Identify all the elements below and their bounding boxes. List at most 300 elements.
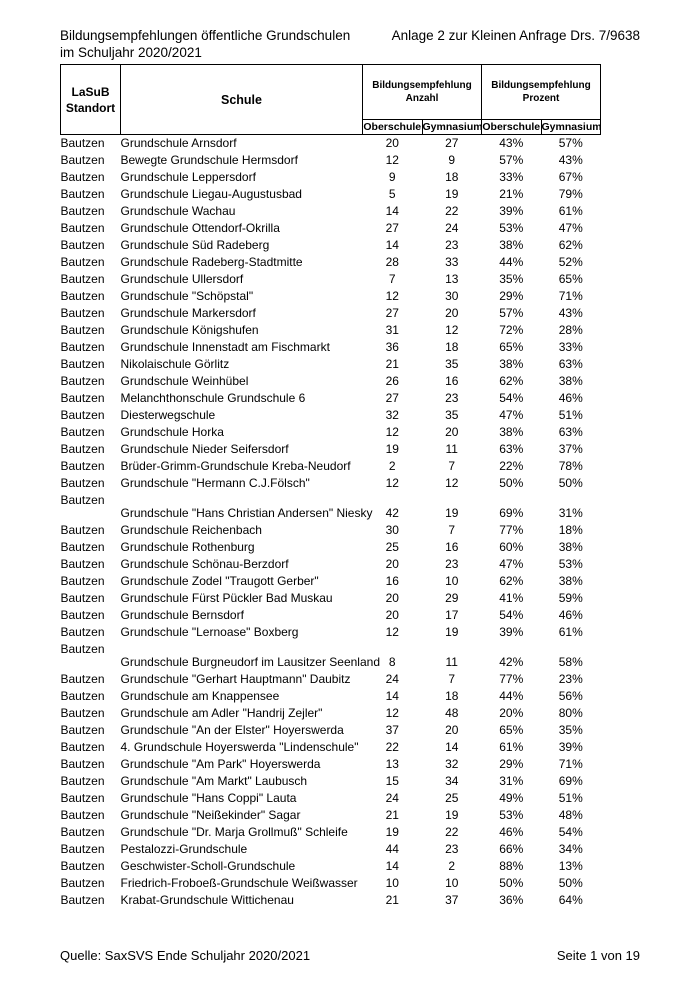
cell-schule: Grundschule Königshufen bbox=[120, 323, 259, 337]
cell-standort: Bautzen bbox=[60, 459, 105, 473]
table-row bbox=[61, 705, 601, 722]
cell-standort: Bautzen bbox=[60, 557, 105, 571]
header-group-anzahl-line1: Bildungsempfehlung bbox=[372, 80, 472, 91]
header-group-anzahl-line2: Anzahl bbox=[405, 93, 439, 104]
cell-standort: Bautzen bbox=[60, 608, 105, 622]
cell-oberschule-anzahl: 12 bbox=[385, 476, 399, 490]
cell-oberschule-prozent: 61% bbox=[499, 740, 524, 754]
cell-gymnasium-anzahl: 12 bbox=[445, 476, 459, 490]
cell-standort: Bautzen bbox=[60, 442, 105, 456]
cell-gymnasium-anzahl: 19 bbox=[445, 187, 459, 201]
cell-gymnasium-prozent: 46% bbox=[558, 608, 583, 622]
cell-gymnasium-anzahl: 7 bbox=[448, 459, 456, 473]
cell-gymnasium-anzahl: 7 bbox=[448, 523, 456, 537]
table-row bbox=[61, 475, 601, 492]
cell-oberschule-anzahl: 14 bbox=[385, 238, 399, 252]
cell-gymnasium-prozent: 43% bbox=[558, 306, 583, 320]
table-row bbox=[61, 773, 601, 790]
cell-gymnasium-anzahl: 16 bbox=[445, 374, 459, 388]
cell-schule: Friedrich-Froboeß-Grundschule Weißwasser bbox=[120, 876, 358, 890]
cell-schule: Grundschule am Adler "Handrij Zejler" bbox=[120, 706, 323, 720]
cell-oberschule-prozent: 77% bbox=[499, 523, 524, 537]
cell-gymnasium-prozent: 57% bbox=[558, 136, 583, 150]
cell-schule: Nikolaischule Görlitz bbox=[120, 357, 230, 371]
cell-gymnasium-prozent: 71% bbox=[558, 289, 583, 303]
cell-gymnasium-anzahl: 19 bbox=[445, 808, 459, 822]
cell-gymnasium-prozent: 63% bbox=[558, 357, 583, 371]
cell-oberschule-anzahl: 24 bbox=[385, 791, 399, 805]
cell-oberschule-prozent: 41% bbox=[499, 591, 524, 605]
cell-gymnasium-anzahl: 7 bbox=[448, 672, 456, 686]
cell-standort: Bautzen bbox=[60, 187, 105, 201]
cell-gymnasium-prozent: 80% bbox=[558, 706, 583, 720]
cell-oberschule-prozent: 50% bbox=[499, 476, 524, 490]
cell-schule: Grundschule Ottendorf-Okrilla bbox=[120, 221, 280, 235]
cell-standort: Bautzen bbox=[60, 876, 105, 890]
cell-standort: Bautzen bbox=[60, 893, 105, 907]
cell-schule: Grundschule "An der Elster" Hoyerswerda bbox=[120, 723, 344, 737]
table-row bbox=[61, 841, 601, 858]
document-title bbox=[60, 27, 350, 61]
cell-gymnasium-prozent: 48% bbox=[558, 808, 583, 822]
table-row bbox=[61, 458, 601, 475]
title-line-2: im Schuljahr 2020/2021 bbox=[60, 45, 202, 60]
cell-gymnasium-prozent: 54% bbox=[558, 825, 583, 839]
cell-oberschule-anzahl: 20 bbox=[385, 557, 399, 571]
cell-oberschule-prozent: 47% bbox=[499, 408, 524, 422]
table-row bbox=[61, 322, 601, 339]
cell-standort: Bautzen bbox=[60, 238, 105, 252]
cell-gymnasium-prozent: 33% bbox=[558, 340, 583, 354]
cell-schule: Grundschule "Hans Coppi" Lauta bbox=[120, 791, 297, 805]
table-row bbox=[61, 624, 601, 641]
cell-standort: Bautzen bbox=[60, 757, 105, 771]
cell-standort: Bautzen bbox=[60, 306, 105, 320]
cell-gymnasium-prozent: 13% bbox=[558, 859, 583, 873]
cell-gymnasium-anzahl: 11 bbox=[445, 655, 458, 669]
table-row bbox=[61, 522, 601, 539]
table-row bbox=[61, 539, 601, 556]
cell-oberschule-anzahl: 44 bbox=[385, 842, 399, 856]
cell-standort: Bautzen bbox=[60, 391, 105, 405]
cell-oberschule-prozent: 33% bbox=[499, 170, 524, 184]
cell-standort: Bautzen bbox=[60, 323, 105, 337]
cell-oberschule-prozent: 38% bbox=[499, 357, 524, 371]
table-row bbox=[61, 186, 601, 203]
cell-gymnasium-prozent: 63% bbox=[558, 425, 583, 439]
header-group-prozent bbox=[482, 65, 601, 120]
cell-oberschule-anzahl: 32 bbox=[385, 408, 399, 422]
cell-standort: Bautzen bbox=[60, 591, 105, 605]
cell-standort: Bautzen bbox=[60, 340, 105, 354]
table-row bbox=[61, 220, 601, 237]
header-group-prozent-line1: Bildungsempfehlung bbox=[491, 80, 591, 91]
cell-oberschule-anzahl: 5 bbox=[388, 187, 396, 201]
table-row bbox=[61, 424, 601, 441]
cell-schule: Grundschule Leppersdorf bbox=[120, 170, 256, 184]
cell-gymnasium-prozent: 65% bbox=[558, 272, 583, 286]
cell-gymnasium-prozent: 51% bbox=[558, 408, 583, 422]
cell-oberschule-prozent: 53% bbox=[499, 808, 524, 822]
cell-standort: Bautzen bbox=[60, 425, 105, 439]
cell-standort: Bautzen bbox=[60, 204, 105, 218]
cell-oberschule-prozent: 57% bbox=[499, 306, 524, 320]
cell-oberschule-anzahl: 20 bbox=[385, 136, 399, 150]
cell-schule: Grundschule "Am Markt" Laubusch bbox=[120, 774, 308, 788]
cell-gymnasium-prozent: 67% bbox=[558, 170, 583, 184]
title-line-1: Bildungsempfehlungen öffentliche Grundschulen bbox=[60, 28, 351, 43]
cell-gymnasium-prozent: 39% bbox=[558, 740, 583, 754]
cell-oberschule-prozent: 44% bbox=[499, 255, 524, 269]
cell-standort: Bautzen bbox=[60, 272, 105, 286]
cell-oberschule-anzahl: 8 bbox=[388, 655, 396, 669]
cell-gymnasium-anzahl: 23 bbox=[445, 391, 459, 405]
cell-standort: Bautzen bbox=[60, 170, 105, 184]
recommendation-table bbox=[60, 64, 601, 909]
cell-gymnasium-prozent: 58% bbox=[558, 655, 583, 669]
cell-oberschule-prozent: 62% bbox=[499, 574, 524, 588]
cell-oberschule-prozent: 31% bbox=[499, 774, 524, 788]
cell-oberschule-prozent: 43% bbox=[499, 136, 524, 150]
cell-gymnasium-anzahl: 18 bbox=[445, 689, 459, 703]
cell-oberschule-prozent: 46% bbox=[499, 825, 524, 839]
cell-standort: Bautzen bbox=[60, 493, 105, 507]
cell-gymnasium-anzahl: 9 bbox=[448, 153, 456, 167]
cell-gymnasium-anzahl: 35 bbox=[445, 408, 459, 422]
table-row bbox=[61, 492, 601, 522]
cell-oberschule-prozent: 65% bbox=[499, 723, 524, 737]
cell-schule: Grundschule Bernsdorf bbox=[120, 608, 244, 622]
cell-gymnasium-prozent: 59% bbox=[558, 591, 583, 605]
cell-gymnasium-prozent: 37% bbox=[558, 442, 583, 456]
cell-gymnasium-prozent: 56% bbox=[558, 689, 583, 703]
cell-oberschule-anzahl: 14 bbox=[385, 859, 399, 873]
table-row bbox=[61, 790, 601, 807]
cell-standort: Bautzen bbox=[60, 842, 105, 856]
cell-oberschule-anzahl: 22 bbox=[385, 740, 399, 754]
cell-gymnasium-prozent: 50% bbox=[558, 876, 583, 890]
cell-schule: Melanchthonschule Grundschule 6 bbox=[120, 391, 306, 405]
cell-schule: Grundschule am Knappensee bbox=[120, 689, 280, 703]
header-group-prozent-line2: Prozent bbox=[522, 93, 560, 104]
cell-oberschule-anzahl: 20 bbox=[385, 608, 399, 622]
cell-oberschule-anzahl: 30 bbox=[385, 523, 399, 537]
header-gymnasium-prozent: Gymnasium bbox=[541, 121, 602, 133]
cell-gymnasium-prozent: 51% bbox=[558, 791, 583, 805]
cell-oberschule-prozent: 38% bbox=[499, 238, 524, 252]
table-header bbox=[61, 65, 601, 135]
cell-schule: Grundschule Süd Radeberg bbox=[120, 238, 270, 252]
cell-oberschule-anzahl: 21 bbox=[385, 893, 399, 907]
cell-gymnasium-prozent: 35% bbox=[558, 723, 583, 737]
cell-schule: Brüder-Grimm-Grundschule Kreba-Neudorf bbox=[120, 459, 351, 473]
table-row bbox=[61, 339, 601, 356]
table-row bbox=[61, 875, 601, 892]
cell-schule: Krabat-Grundschule Wittichenau bbox=[120, 893, 294, 907]
cell-oberschule-anzahl: 28 bbox=[385, 255, 399, 269]
header-oberschule-anzahl: Oberschule bbox=[363, 121, 422, 133]
cell-oberschule-anzahl: 9 bbox=[388, 170, 396, 184]
cell-oberschule-prozent: 66% bbox=[499, 842, 524, 856]
cell-gymnasium-anzahl: 32 bbox=[445, 757, 459, 771]
cell-standort: Bautzen bbox=[60, 808, 105, 822]
cell-gymnasium-prozent: 46% bbox=[558, 391, 583, 405]
cell-schule: Grundschule Markersdorf bbox=[120, 306, 256, 320]
cell-gymnasium-anzahl: 23 bbox=[445, 842, 459, 856]
cell-oberschule-prozent: 54% bbox=[499, 391, 524, 405]
cell-standort: Bautzen bbox=[60, 255, 105, 269]
cell-schule: Grundschule "Am Park" Hoyerswerda bbox=[120, 757, 321, 771]
cell-oberschule-prozent: 36% bbox=[499, 893, 524, 907]
cell-gymnasium-anzahl: 22 bbox=[445, 204, 459, 218]
cell-oberschule-prozent: 47% bbox=[499, 557, 524, 571]
cell-gymnasium-anzahl: 29 bbox=[445, 591, 459, 605]
cell-gymnasium-anzahl: 20 bbox=[445, 306, 459, 320]
cell-gymnasium-anzahl: 33 bbox=[445, 255, 459, 269]
cell-gymnasium-anzahl: 11 bbox=[445, 442, 458, 456]
cell-schule: Grundschule Burgneudorf im Lausitzer Seenland bbox=[120, 655, 380, 669]
cell-oberschule-anzahl: 19 bbox=[385, 825, 399, 839]
cell-gymnasium-anzahl: 20 bbox=[445, 723, 459, 737]
header-gymnasium-anzahl: Gymnasium bbox=[422, 121, 483, 133]
cell-oberschule-prozent: 62% bbox=[499, 374, 524, 388]
cell-standort: Bautzen bbox=[60, 357, 105, 371]
cell-oberschule-anzahl: 12 bbox=[385, 625, 399, 639]
cell-gymnasium-prozent: 64% bbox=[558, 893, 583, 907]
cell-gymnasium-prozent: 38% bbox=[558, 374, 583, 388]
cell-schule: Grundschule Radeberg-Stadtmitte bbox=[120, 255, 303, 269]
cell-schule: Grundschule Fürst Pückler Bad Muskau bbox=[120, 591, 333, 605]
cell-oberschule-anzahl: 27 bbox=[385, 221, 399, 235]
table-row bbox=[61, 152, 601, 169]
cell-gymnasium-prozent: 50% bbox=[558, 476, 583, 490]
cell-gymnasium-prozent: 18% bbox=[558, 523, 583, 537]
table-row bbox=[61, 807, 601, 824]
table-row bbox=[61, 722, 601, 739]
cell-schule: Grundschule Reichenbach bbox=[120, 523, 262, 537]
cell-gymnasium-prozent: 78% bbox=[558, 459, 583, 473]
header-schule: Schule bbox=[121, 65, 363, 135]
cell-gymnasium-anzahl: 35 bbox=[445, 357, 459, 371]
cell-oberschule-anzahl: 12 bbox=[385, 706, 399, 720]
cell-oberschule-anzahl: 25 bbox=[385, 540, 399, 554]
cell-gymnasium-prozent: 71% bbox=[558, 757, 583, 771]
cell-standort: Bautzen bbox=[60, 374, 105, 388]
cell-gymnasium-anzahl: 30 bbox=[445, 289, 459, 303]
cell-oberschule-prozent: 38% bbox=[499, 425, 524, 439]
cell-standort: Bautzen bbox=[60, 723, 105, 737]
cell-oberschule-anzahl: 14 bbox=[385, 689, 399, 703]
cell-oberschule-prozent: 44% bbox=[499, 689, 524, 703]
cell-oberschule-anzahl: 31 bbox=[385, 323, 399, 337]
table-row bbox=[61, 671, 601, 688]
cell-oberschule-anzahl: 12 bbox=[385, 425, 399, 439]
table-row bbox=[61, 356, 601, 373]
table-row bbox=[61, 288, 601, 305]
cell-oberschule-prozent: 72% bbox=[499, 323, 524, 337]
cell-gymnasium-anzahl: 19 bbox=[445, 506, 459, 520]
cell-gymnasium-prozent: 61% bbox=[558, 625, 583, 639]
table-row bbox=[61, 892, 601, 909]
page-number: Seite 1 von 19 bbox=[556, 948, 640, 963]
cell-oberschule-anzahl: 20 bbox=[385, 591, 399, 605]
cell-oberschule-anzahl: 26 bbox=[385, 374, 399, 388]
cell-gymnasium-anzahl: 34 bbox=[445, 774, 459, 788]
cell-oberschule-prozent: 54% bbox=[499, 608, 524, 622]
cell-gymnasium-prozent: 62% bbox=[558, 238, 583, 252]
cell-oberschule-prozent: 88% bbox=[499, 859, 524, 873]
cell-gymnasium-anzahl: 10 bbox=[445, 574, 459, 588]
cell-schule: Grundschule "Lernoase" Boxberg bbox=[120, 625, 299, 639]
cell-schule: Bewegte Grundschule Hermsdorf bbox=[120, 153, 298, 167]
cell-oberschule-anzahl: 14 bbox=[385, 204, 399, 218]
cell-oberschule-prozent: 63% bbox=[499, 442, 524, 456]
cell-gymnasium-anzahl: 20 bbox=[445, 425, 459, 439]
cell-schule: Grundschule Horka bbox=[120, 425, 224, 439]
cell-gymnasium-anzahl: 25 bbox=[445, 791, 459, 805]
cell-oberschule-prozent: 29% bbox=[499, 757, 524, 771]
table-row bbox=[61, 441, 601, 458]
cell-schule: Geschwister-Scholl-Grundschule bbox=[120, 859, 296, 873]
table-row bbox=[61, 756, 601, 773]
cell-schule: Grundschule "Dr. Marja Grollmuß" Schleife bbox=[120, 825, 348, 839]
cell-oberschule-prozent: 50% bbox=[499, 876, 524, 890]
cell-oberschule-anzahl: 37 bbox=[385, 723, 399, 737]
cell-standort: Bautzen bbox=[60, 774, 105, 788]
table-row bbox=[61, 641, 601, 671]
table-row bbox=[61, 135, 601, 153]
cell-gymnasium-prozent: 52% bbox=[558, 255, 583, 269]
table-row bbox=[61, 169, 601, 186]
cell-gymnasium-prozent: 38% bbox=[558, 574, 583, 588]
table-row bbox=[61, 203, 601, 220]
cell-schule: Diesterwegschule bbox=[120, 408, 216, 422]
cell-oberschule-anzahl: 36 bbox=[385, 340, 399, 354]
cell-schule: 4. Grundschule Hoyerswerda "Lindenschule" bbox=[120, 740, 359, 754]
cell-standort: Bautzen bbox=[60, 136, 105, 150]
cell-standort: Bautzen bbox=[60, 706, 105, 720]
cell-oberschule-anzahl: 13 bbox=[385, 757, 399, 771]
cell-schule: Grundschule Liegau-Augustusbad bbox=[120, 187, 302, 201]
cell-standort: Bautzen bbox=[60, 740, 105, 754]
table-row bbox=[61, 607, 601, 624]
cell-schule: Pestalozzi-Grundschule bbox=[120, 842, 248, 856]
cell-gymnasium-prozent: 79% bbox=[558, 187, 583, 201]
header-standort-line2: Standort bbox=[65, 100, 116, 115]
table-row bbox=[61, 373, 601, 390]
cell-oberschule-anzahl: 27 bbox=[385, 306, 399, 320]
cell-gymnasium-anzahl: 37 bbox=[445, 893, 459, 907]
cell-gymnasium-prozent: 47% bbox=[558, 221, 583, 235]
cell-gymnasium-prozent: 28% bbox=[558, 323, 583, 337]
cell-oberschule-prozent: 57% bbox=[499, 153, 524, 167]
cell-oberschule-anzahl: 12 bbox=[385, 289, 399, 303]
cell-gymnasium-anzahl: 48 bbox=[445, 706, 459, 720]
cell-schule: Grundschule Nieder Seifersdorf bbox=[120, 442, 289, 456]
cell-gymnasium-anzahl: 14 bbox=[445, 740, 459, 754]
cell-gymnasium-anzahl: 2 bbox=[448, 859, 456, 873]
table-row bbox=[61, 254, 601, 271]
cell-schule: Grundschule "Hermann C.J.Fölsch" bbox=[120, 476, 310, 490]
cell-gymnasium-anzahl: 17 bbox=[445, 608, 459, 622]
cell-standort: Bautzen bbox=[60, 825, 105, 839]
table-row bbox=[61, 688, 601, 705]
cell-oberschule-prozent: 69% bbox=[499, 506, 524, 520]
table-row bbox=[61, 556, 601, 573]
cell-standort: Bautzen bbox=[60, 625, 105, 639]
cell-schule: Grundschule Rothenburg bbox=[120, 540, 255, 554]
cell-schule: Grundschule "Hans Christian Andersen" Niesky bbox=[120, 506, 373, 520]
table-row bbox=[61, 824, 601, 841]
header-group-anzahl bbox=[363, 65, 482, 120]
cell-gymnasium-anzahl: 22 bbox=[445, 825, 459, 839]
cell-oberschule-prozent: 49% bbox=[499, 791, 524, 805]
cell-standort: Bautzen bbox=[60, 574, 105, 588]
table-row bbox=[61, 390, 601, 407]
cell-schule: Grundschule Weinhübel bbox=[120, 374, 249, 388]
cell-gymnasium-prozent: 43% bbox=[558, 153, 583, 167]
cell-oberschule-anzahl: 15 bbox=[385, 774, 399, 788]
table-row bbox=[61, 305, 601, 322]
cell-schule: Grundschule Arnsdorf bbox=[120, 136, 237, 150]
header-oberschule-prozent: Oberschule bbox=[482, 121, 541, 133]
cell-oberschule-prozent: 65% bbox=[499, 340, 524, 354]
cell-oberschule-prozent: 60% bbox=[499, 540, 524, 554]
cell-gymnasium-anzahl: 23 bbox=[445, 238, 459, 252]
cell-oberschule-prozent: 39% bbox=[499, 204, 524, 218]
cell-oberschule-anzahl: 21 bbox=[385, 808, 399, 822]
cell-gymnasium-anzahl: 18 bbox=[445, 340, 459, 354]
cell-schule: Grundschule Schönau-Berzdorf bbox=[120, 557, 289, 571]
annex-label: Anlage 2 zur Kleinen Anfrage Drs. 7/9638 bbox=[391, 28, 640, 43]
cell-standort: Bautzen bbox=[60, 672, 105, 686]
cell-standort: Bautzen bbox=[60, 153, 105, 167]
cell-gymnasium-anzahl: 23 bbox=[445, 557, 459, 571]
cell-oberschule-prozent: 77% bbox=[499, 672, 524, 686]
table-row bbox=[61, 407, 601, 424]
table-row bbox=[61, 858, 601, 875]
table-row bbox=[61, 237, 601, 254]
cell-oberschule-prozent: 21% bbox=[499, 187, 524, 201]
cell-oberschule-prozent: 42% bbox=[499, 655, 524, 669]
cell-oberschule-anzahl: 12 bbox=[385, 153, 399, 167]
source-note: Quelle: SaxSVS Ende Schuljahr 2020/2021 bbox=[60, 948, 311, 963]
cell-standort: Bautzen bbox=[60, 540, 105, 554]
cell-oberschule-anzahl: 42 bbox=[385, 506, 399, 520]
cell-gymnasium-prozent: 53% bbox=[558, 557, 583, 571]
cell-oberschule-anzahl: 21 bbox=[385, 357, 399, 371]
cell-oberschule-prozent: 53% bbox=[499, 221, 524, 235]
cell-standort: Bautzen bbox=[60, 476, 105, 490]
cell-standort: Bautzen bbox=[60, 642, 105, 656]
cell-standort: Bautzen bbox=[60, 408, 105, 422]
cell-gymnasium-anzahl: 12 bbox=[445, 323, 459, 337]
table-row bbox=[61, 590, 601, 607]
cell-gymnasium-anzahl: 13 bbox=[445, 272, 459, 286]
cell-standort: Bautzen bbox=[60, 221, 105, 235]
cell-gymnasium-prozent: 31% bbox=[558, 506, 583, 520]
cell-oberschule-prozent: 20% bbox=[499, 706, 524, 720]
cell-schule: Grundschule "Neißekinder" Sagar bbox=[120, 808, 301, 822]
cell-schule: Grundschule Wachau bbox=[120, 204, 236, 218]
cell-standort: Bautzen bbox=[60, 523, 105, 537]
cell-gymnasium-anzahl: 27 bbox=[445, 136, 459, 150]
table-row bbox=[61, 573, 601, 590]
cell-gymnasium-anzahl: 10 bbox=[445, 876, 459, 890]
cell-oberschule-anzahl: 10 bbox=[385, 876, 399, 890]
cell-standort: Bautzen bbox=[60, 791, 105, 805]
cell-schule: Grundschule "Gerhart Hauptmann" Daubitz bbox=[120, 672, 351, 686]
